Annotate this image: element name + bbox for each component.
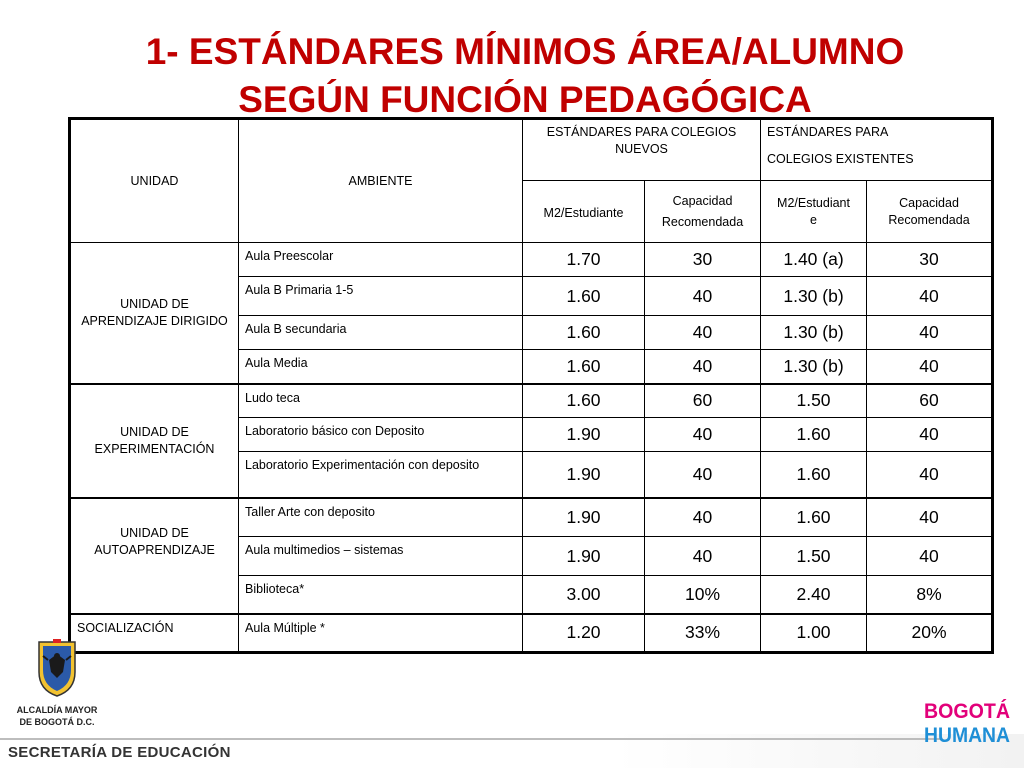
logo-word-2: HUMANA xyxy=(924,724,1010,747)
header-existentes-line-1: ESTÁNDARES PARA xyxy=(767,125,889,139)
m2-exist-cell: 1.60 xyxy=(761,452,867,498)
page-title xyxy=(0,28,1024,124)
header-colegios-existentes xyxy=(761,119,993,181)
cap-exist-cell: 40 xyxy=(867,537,993,576)
m2-exist-cell: 1.60 xyxy=(761,498,867,537)
unit-cell: SOCIALIZACIÓN xyxy=(70,614,239,653)
cap-exist-cell: 40 xyxy=(867,277,993,316)
cap-exist-cell: 40 xyxy=(867,418,993,452)
cap-exist-cell: 40 xyxy=(867,452,993,498)
m2-exist-cell: 1.30 (b) xyxy=(761,316,867,350)
m2-new-cell: 3.00 xyxy=(523,576,645,614)
m2-new-cell: 1.60 xyxy=(523,316,645,350)
cap-new-cell: 40 xyxy=(645,350,761,384)
header-m2-existentes xyxy=(761,181,867,243)
unit-cell: UNIDAD DE EXPERIMENTACIÓN xyxy=(70,384,239,498)
m2-new-cell: 1.90 xyxy=(523,418,645,452)
cap-exist-cell: 30 xyxy=(867,243,993,277)
ambiente-cell: Aula Media xyxy=(239,350,523,384)
footer-secretaria: SECRETARÍA DE EDUCACIÓN xyxy=(8,744,231,761)
m2-new-cell: 1.70 xyxy=(523,243,645,277)
m2-new-cell: 1.60 xyxy=(523,350,645,384)
bogota-humana-wordmark-icon xyxy=(922,696,1014,748)
cap-exist-cell: 40 xyxy=(867,350,993,384)
cap-new-cell: 10% xyxy=(645,576,761,614)
cap-new-cell: 40 xyxy=(645,452,761,498)
m2-exist-cell: 2.40 xyxy=(761,576,867,614)
m2-exist-cell: 1.30 (b) xyxy=(761,277,867,316)
header-m2-existentes-l1: M2/Estudiant xyxy=(777,195,850,210)
table-row xyxy=(70,498,993,537)
table-row xyxy=(70,614,993,653)
header-capacidad-existentes-l2: Recomendada xyxy=(888,212,970,227)
cap-exist-cell: 20% xyxy=(867,614,993,653)
m2-new-cell: 1.20 xyxy=(523,614,645,653)
standards-table xyxy=(68,117,994,654)
bogota-coat-of-arms-icon xyxy=(35,638,79,698)
title-line-2: SEGÚN FUNCIÓN PEDAGÓGICA xyxy=(238,79,812,120)
header-unidad: UNIDAD xyxy=(70,119,239,243)
header-capacidad-existentes xyxy=(867,181,993,243)
cap-exist-cell: 40 xyxy=(867,316,993,350)
header-m2-existentes-l2: e xyxy=(810,212,817,227)
cap-new-cell: 40 xyxy=(645,418,761,452)
unit-cell: UNIDAD DE AUTOAPRENDIZAJE xyxy=(70,498,239,614)
cap-exist-cell: 8% xyxy=(867,576,993,614)
header-existentes-line-2: COLEGIOS EXISTENTES xyxy=(767,152,914,166)
alcaldia-logo xyxy=(12,638,102,727)
m2-new-cell: 1.90 xyxy=(523,498,645,537)
ambiente-cell: Taller Arte con deposito xyxy=(239,498,523,537)
header-colegios-nuevos: ESTÁNDARES PARA COLEGIOS NUEVOS xyxy=(523,119,761,181)
ambiente-cell: Laboratorio básico con Deposito xyxy=(239,418,523,452)
ambiente-cell: Biblioteca* xyxy=(239,576,523,614)
bogota-humana-logo xyxy=(922,696,1014,753)
m2-exist-cell: 1.40 (a) xyxy=(761,243,867,277)
cap-new-cell: 40 xyxy=(645,537,761,576)
table-row xyxy=(70,243,993,277)
m2-exist-cell: 1.00 xyxy=(761,614,867,653)
header-ambiente: AMBIENTE xyxy=(239,119,523,243)
cap-new-cell: 33% xyxy=(645,614,761,653)
cap-new-cell: 40 xyxy=(645,316,761,350)
alcaldia-caption-line-2: DE BOGOTÁ D.C. xyxy=(19,717,95,727)
table-row xyxy=(70,384,993,418)
ambiente-cell: Aula B secundaria xyxy=(239,316,523,350)
alcaldia-caption-line-1: ALCALDÍA MAYOR xyxy=(16,705,98,715)
title-line-1: 1- ESTÁNDARES MÍNIMOS ÁREA/ALUMNO xyxy=(145,31,905,72)
cap-new-cell: 30 xyxy=(645,243,761,277)
ambiente-cell: Laboratorio Experimentación con deposito xyxy=(239,452,523,498)
ambiente-cell: Aula multimedios – sistemas xyxy=(239,537,523,576)
cap-new-cell: 40 xyxy=(645,277,761,316)
ambiente-cell: Aula B Primaria 1-5 xyxy=(239,277,523,316)
logo-word-1: BOGOTÁ xyxy=(924,700,1010,723)
ambiente-cell: Aula Preescolar xyxy=(239,243,523,277)
m2-new-cell: 1.60 xyxy=(523,277,645,316)
ambiente-cell: Aula Múltiple * xyxy=(239,614,523,653)
m2-new-cell: 1.60 xyxy=(523,384,645,418)
cap-new-cell: 60 xyxy=(645,384,761,418)
cap-new-cell: 40 xyxy=(645,498,761,537)
m2-new-cell: 1.90 xyxy=(523,537,645,576)
unit-cell: UNIDAD DE APRENDIZAJE DIRIGIDO xyxy=(70,243,239,384)
m2-exist-cell: 1.30 (b) xyxy=(761,350,867,384)
m2-exist-cell: 1.50 xyxy=(761,537,867,576)
m2-new-cell: 1.90 xyxy=(523,452,645,498)
cap-exist-cell: 40 xyxy=(867,498,993,537)
m2-exist-cell: 1.60 xyxy=(761,418,867,452)
cap-exist-cell: 60 xyxy=(867,384,993,418)
header-capacidad-nuevos xyxy=(645,181,761,243)
header-capacidad-nuevos-l2: Recomendada xyxy=(661,214,744,229)
header-capacidad-nuevos-l1: Capacidad xyxy=(672,193,733,208)
header-capacidad-existentes-l1: Capacidad xyxy=(899,195,959,210)
m2-exist-cell: 1.50 xyxy=(761,384,867,418)
header-m2-nuevos: M2/Estudiante xyxy=(523,181,645,243)
footer-divider xyxy=(0,738,940,740)
ambiente-cell: Ludo teca xyxy=(239,384,523,418)
